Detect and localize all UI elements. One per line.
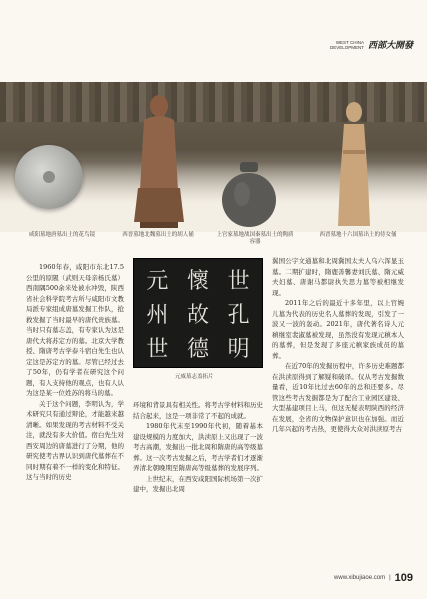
figurine-lady-image <box>330 100 378 230</box>
website-url[interactable]: www.xibujiaoe.com <box>334 575 386 581</box>
masthead <box>330 38 413 51</box>
paragraph: 关于这个问题，李明认为，学术研究只有通过辩论，才能越来越清晰。如果发现的考古材料不受关注，就没有多大价值。宿白先生对西安周边的唐墓进行了分期，他的研究使考古界认识到唐代墓葬在不同时期有着不一样的变化和特征。这与当时的历史 <box>26 399 124 481</box>
figurine-warrior-image <box>130 90 188 230</box>
caption-warrior: 西晋墓地北魏墓出土的胡人俑 <box>122 232 194 238</box>
body-column-2 <box>133 400 263 580</box>
paragraph: 1960年春，咸阳市东北17.5公里的原隰（武则天母亲杨氏墓）西南隅500余米处被水冲毁，陕西省社会科学院考古所与咸阳市文教局派专家组成唐墓发掘工作队，抢救发掘了当时最早的唐代贵族墓。当时只有墓志盖，有专家认为这是唐代大将苏定方的墓。北京大学教授、隋唐考古学泰斗宿白先生也认定这是苏定方的墓。尽管已经过去了50年，仍有学者在研究这个问题，有人支持他的观点，也有人认为这是某一位姓苏的将马的墓。 <box>26 263 124 397</box>
bronze-mirror-image <box>15 145 83 209</box>
masthead-en: WEST CHINA DEVELOPMENT <box>329 39 364 50</box>
body-column-3 <box>272 256 404 566</box>
paragraph: 2011年之后的最近十多年里，以上官婉儿墓为代表的历史名人墓葬的发现，引发了一波又一波的轰动。2021年，唐代著名诗人元稹继室裴淑墓被发现，虽然没有发现元稹本人的墓葬，但是发现了多座元稹家族成员的墓葬。 <box>272 299 404 360</box>
pottery-jar-image <box>220 160 278 230</box>
paragraph: 上世纪末，在西安咸阳国际机场第一次扩建中，发掘出北周 <box>133 474 263 493</box>
masthead-logo: 西部大開發 <box>367 41 413 51</box>
paragraph: 翼国公宇文通墓和北周冀国太夫人乌六浑显玉墓。二期扩建时，隋鹿善馨妻刘氏墓、隋元威夫妇墓、唐谢马都尉执失思力墓等被相继发现。 <box>272 257 404 297</box>
inscription-rubbing-image: 元 懷 世 州 故 孔 世 德 明 <box>133 258 263 368</box>
caption-jar: 上官家墓地战国秦墓出土的陶质容器 <box>216 232 294 245</box>
caption-mirror: 咸阳墓地唐墓出土的花鸟镜 <box>28 232 95 238</box>
body-column-1 <box>26 262 124 562</box>
page-number: 109 <box>394 572 413 584</box>
page-footer: www.xibujiaoe.com | 109 <box>334 572 413 584</box>
paragraph: 1980年代末至1990年代初，随着基本建设规模的力度加大，洪渎原上又出现了一波考古高潮，发掘出一批北周和隋唐的高等级墓葬。这一次考古发掘之后，考古学者们才逐渐弄清北朝晚期至隋唐高等级墓葬的发展序列。 <box>133 422 263 472</box>
paragraph: 在近70年的发掘历程中，许多历史难题都在洪渎原得到了解疑和破译。仅从考古发掘数量看，近10年比过去60年的总和还要多。尽管这些考古发掘都是为了配合工业园区建设、大型基建项目上马，但这无疑表明陕西的经济在发展，全省的文物保护意识也在加强。而近几年兴起的考古热，更使得大众对洪渎原考古 <box>272 362 404 433</box>
caption-lady: 西晋墓地十六国墓出土的侍女俑 <box>319 232 397 238</box>
caption-inscription: 元威墓志盖拓片 <box>175 374 214 380</box>
paragraph: 环境和背景具有相关性。将考古学材料和历史结合起来，这是一项非常了不起的成就。 <box>133 401 263 420</box>
